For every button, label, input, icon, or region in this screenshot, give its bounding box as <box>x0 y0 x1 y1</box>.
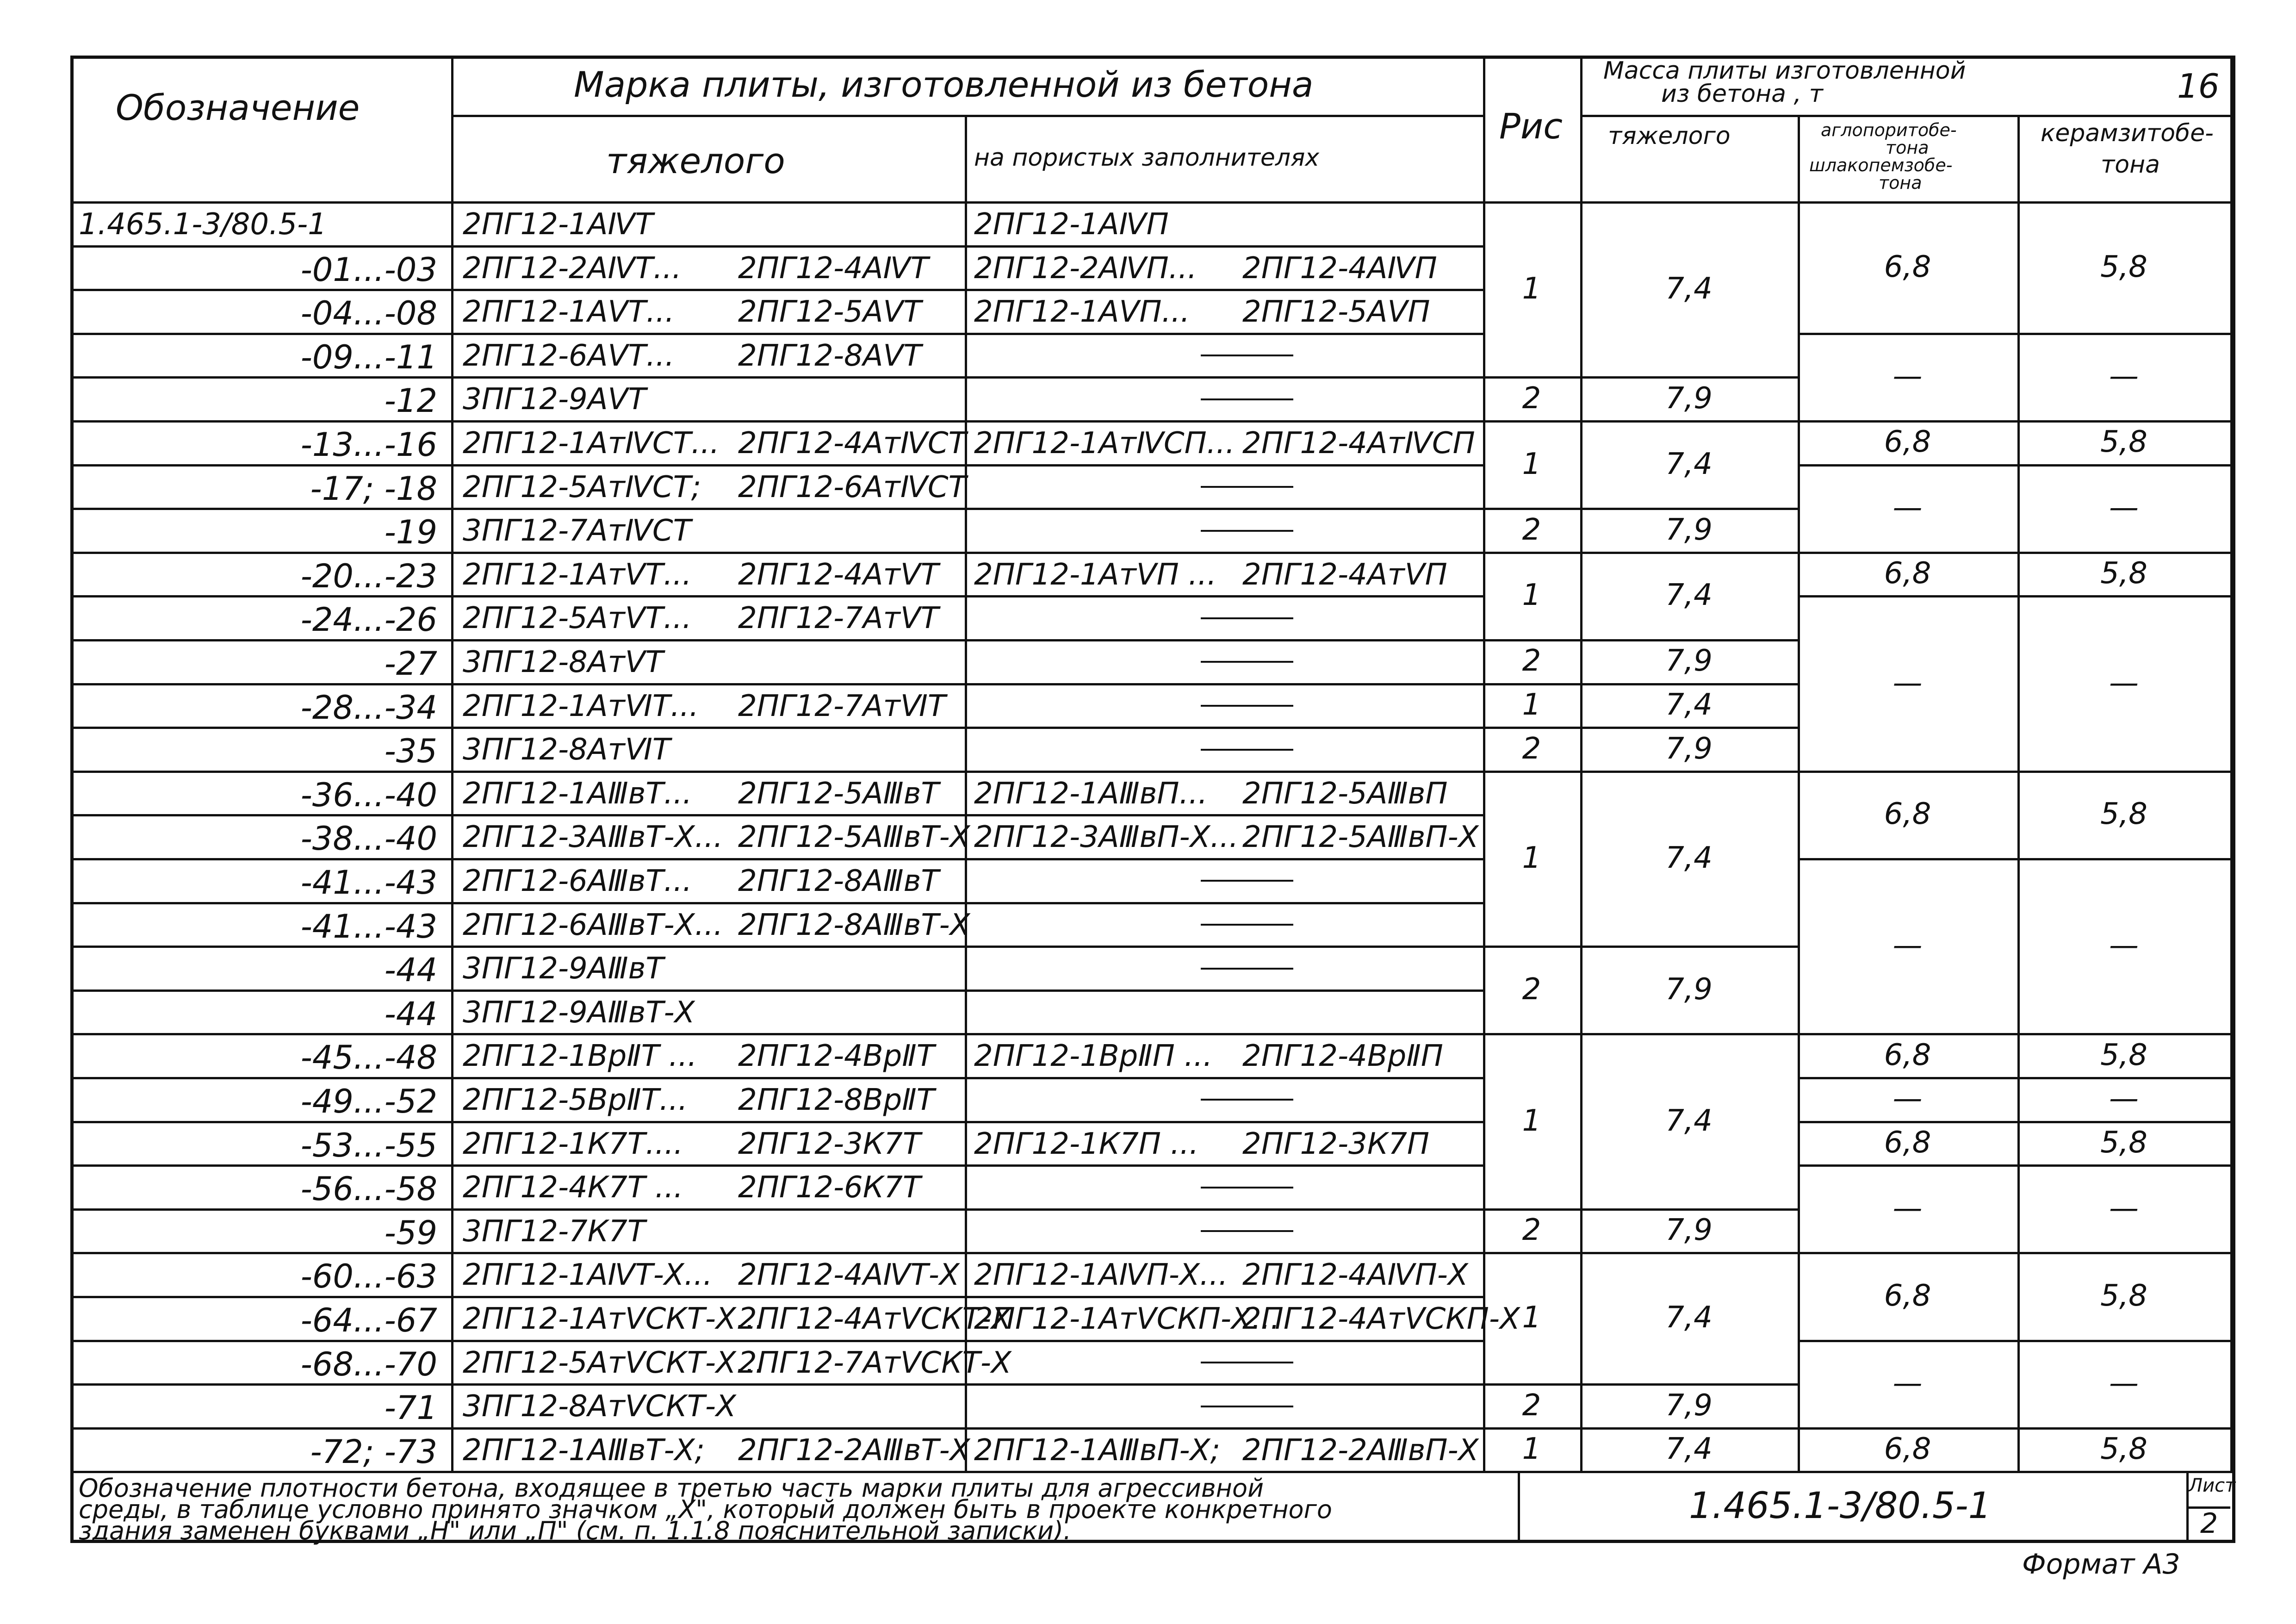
row-rule <box>70 902 1483 904</box>
note-line-3: здания заменен буквами „Н" или „П" (см. п. 1.1.8 пояснительной записки). <box>79 1516 1072 1545</box>
table-cell-heavy-b: 2ПГ12-6АтⅣСТ <box>738 470 967 504</box>
table-cell-code: -35 <box>384 732 437 771</box>
table-cell-fig: 1 <box>1522 841 1541 875</box>
table-cell-porous-dash <box>1201 968 1293 970</box>
table-cell-heavy-a: 3ПГ12-9АⅢвТ-Х <box>463 995 695 1030</box>
header-rule-mass <box>1580 115 2230 117</box>
table-cell-mass-agl: 6,8 <box>1884 1125 1931 1160</box>
col-divider-b <box>451 56 453 1471</box>
table-cell-mass-heavy: 7,9 <box>1665 731 1713 766</box>
table-cell-code: -17; -18 <box>310 469 437 508</box>
table-cell-heavy-a: 2ПГ12-6АⅢвТ... <box>463 864 692 898</box>
table-cell-code: -59 <box>384 1213 437 1252</box>
table-cell-porous-b: 2ПГ12-4АⅣП-Х <box>1242 1258 1468 1293</box>
group-rule <box>1483 1208 1798 1211</box>
table-cell-code: -68...-70 <box>300 1345 437 1383</box>
col-divider-f <box>1798 115 1800 1471</box>
table-cell-heavy-b: 2ПГ12-4АтⅤТ <box>738 557 939 592</box>
table-cell-heavy-b: 2ПГ12-5АⅤТ <box>738 295 922 330</box>
table-cell-fig: 2 <box>1522 381 1541 416</box>
table-cell-porous-a: 2ПГ12-1К7П ... <box>974 1126 1199 1161</box>
mass-rule <box>1798 1164 2230 1167</box>
table-cell-code: -41...-43 <box>300 864 437 902</box>
table-cell-code: -01...-03 <box>300 250 437 289</box>
table-cell-heavy-a: 2ПГ12-5ВрⅡТ... <box>463 1083 688 1117</box>
table-cell-code: -71 <box>384 1389 437 1427</box>
table-cell-heavy-b: 2ПГ12-7АтⅤСКТ-Х <box>738 1345 1011 1380</box>
row-rule <box>70 989 1483 992</box>
header-mass-heavy: тяжелого <box>1608 122 1731 150</box>
table-cell-heavy-a: 2ПГ12-6АⅢвТ-Х... <box>463 908 723 942</box>
table-cell-heavy-b: 2ПГ12-3К7Т <box>738 1126 921 1161</box>
row-rule <box>70 1296 1483 1298</box>
table-cell-mass-keram: 5,8 <box>2100 1279 2147 1313</box>
table-cell-heavy-b: 2ПГ12-8АⅢвТ <box>738 864 939 898</box>
table-cell-code: -49...-52 <box>300 1083 437 1120</box>
header-mass-group-1: Масса плиты изготовленной <box>1603 57 1966 85</box>
table-cell-fig: 2 <box>1522 972 1541 1007</box>
table-cell-code: -64...-67 <box>300 1301 437 1339</box>
table-cell-mass-agl: 6,8 <box>1884 1038 1931 1072</box>
table-cell-fig: 2 <box>1522 1388 1541 1423</box>
table-cell-heavy-b: 2ПГ12-5АⅢвТ-Х <box>738 820 970 855</box>
table-cell-porous-dash <box>1201 705 1293 707</box>
row-rule <box>70 639 1483 641</box>
table-cell-heavy-a: 3ПГ12-9АⅢвТ <box>463 952 664 986</box>
table-cell-heavy-b: 2ПГ12-6К7Т <box>738 1170 921 1205</box>
table-cell-heavy-b: 2ПГ12-8ВрⅡТ <box>738 1083 935 1117</box>
group-rule <box>1483 552 1798 554</box>
table-cell-code: -28...-34 <box>300 688 437 727</box>
table-cell-code: 1.465.1-3/80.5-1 <box>79 207 327 242</box>
table-cell-heavy-b: 2ПГ12-4АⅣТ-Х <box>738 1258 960 1293</box>
table-cell-mass-agl: — <box>1893 666 1923 700</box>
row-rule <box>70 946 1483 948</box>
table-cell-mass-heavy: 7,9 <box>1665 972 1713 1007</box>
table-cell-porous-b: 2ПГ12-5АⅤП <box>1242 295 1430 330</box>
table-cell-heavy-a: 2ПГ12-1АⅢвТ-Х; <box>463 1433 705 1468</box>
table-cell-heavy-a: 2ПГ12-4К7Т ... <box>463 1170 683 1205</box>
table-cell-mass-agl: — <box>1893 491 1923 525</box>
table-cell-heavy-b: 2ПГ12-4ВрⅡТ <box>738 1039 935 1074</box>
header-heavy: тяжелого <box>606 140 785 181</box>
table-cell-mass-keram: — <box>2109 1191 2139 1226</box>
table-cell-mass-agl: 6,8 <box>1884 1432 1931 1467</box>
row-rule <box>70 727 1483 729</box>
footer-divider <box>1518 1471 1520 1540</box>
group-rule <box>1483 1033 1798 1035</box>
table-cell-fig: 1 <box>1522 1432 1541 1467</box>
table-cell-mass-keram: 5,8 <box>2100 249 2147 284</box>
row-rule <box>70 771 1483 773</box>
table-cell-code: -19 <box>384 513 437 552</box>
row-rule <box>70 420 1483 423</box>
mass-rule <box>1798 1427 2230 1430</box>
table-cell-code: -12 <box>384 382 437 420</box>
table-cell-porous-dash <box>1201 1230 1293 1232</box>
table-cell-heavy-b: 2ПГ12-8АⅢвТ-Х <box>738 908 970 942</box>
table-cell-mass-heavy: 7,4 <box>1665 1432 1713 1467</box>
table-cell-fig: 1 <box>1522 578 1541 613</box>
table-cell-porous-a: 2ПГ12-1ВрⅡП ... <box>974 1039 1213 1074</box>
table-cell-porous-dash <box>1201 924 1293 926</box>
table-cell-porous-dash <box>1201 749 1293 751</box>
table-cell-fig: 2 <box>1522 512 1541 547</box>
table-cell-mass-heavy: 7,4 <box>1665 272 1713 306</box>
table-cell-porous-a: 2ПГ12-2АⅣП... <box>974 251 1197 286</box>
table-cell-code: -53...-55 <box>300 1126 437 1164</box>
header-mass-keram-2: тона <box>2101 151 2160 179</box>
table-cell-heavy-b: 2ПГ12-7АтⅥТ <box>738 689 946 723</box>
table-cell-mass-agl: 6,8 <box>1884 556 1931 591</box>
table-cell-heavy-a: 3ПГ12-7К7Т <box>463 1214 645 1249</box>
table-cell-heavy-b: 2ПГ12-2АⅢвТ-Х <box>738 1433 970 1468</box>
table-cell-code: -04...-08 <box>300 294 437 333</box>
table-cell-porous-a: 2ПГ12-1АⅤП... <box>974 295 1190 330</box>
table-cell-mass-keram: — <box>2109 359 2139 394</box>
table-cell-heavy-a: 2ПГ12-1АтⅥТ... <box>463 689 699 723</box>
table-cell-mass-keram: — <box>2109 666 2139 700</box>
table-cell-porous-dash <box>1201 880 1293 882</box>
table-cell-porous-dash <box>1201 661 1293 663</box>
row-rule <box>70 1033 1483 1035</box>
row-rule <box>70 376 1483 379</box>
table-cell-fig: 1 <box>1522 447 1541 481</box>
table-cell-mass-agl: — <box>1893 359 1923 394</box>
row-rule <box>70 595 1483 597</box>
table-cell-heavy-a: 2ПГ12-2АⅣТ... <box>463 251 682 286</box>
table-cell-heavy-b: 2ПГ12-4АтⅤСКТ-Х <box>738 1302 1011 1336</box>
header-rule-bottom <box>70 201 2230 204</box>
table-cell-mass-keram: 5,8 <box>2100 797 2147 832</box>
table-cell-heavy-b: 2ПГ12-4АⅣТ <box>738 251 929 286</box>
table-cell-porous-b: 2ПГ12-2АⅢвП-Х <box>1242 1433 1479 1468</box>
table-cell-fig: 1 <box>1522 272 1541 306</box>
mass-rule <box>1798 1340 2230 1342</box>
col-divider-c <box>965 115 967 1471</box>
table-cell-mass-agl: 6,8 <box>1884 249 1931 284</box>
col-divider-h <box>2230 56 2233 1471</box>
header-rule-mid <box>451 115 1483 117</box>
table-cell-heavy-a: 2ПГ12-1ВрⅡТ ... <box>463 1039 697 1074</box>
group-rule <box>1483 1427 1798 1430</box>
group-rule <box>1483 946 1798 948</box>
table-cell-porous-b: 2ПГ12-5АⅢвП <box>1242 776 1448 811</box>
table-cell-porous-b: 2ПГ12-4АⅣП <box>1242 251 1437 286</box>
table-cell-porous-b: 2ПГ12-4ВрⅡП <box>1242 1039 1443 1074</box>
table-cell-heavy-b: 2ПГ12-7АтⅤТ <box>738 601 939 636</box>
row-rule <box>70 289 1483 291</box>
sheet-designation: 1.465.1-3/80.5-1 <box>1689 1485 1992 1527</box>
mass-rule <box>1798 420 2230 423</box>
table-cell-heavy-b: 2ПГ12-4АтⅣСТ <box>738 426 967 460</box>
table-cell-mass-heavy: 7,4 <box>1665 1103 1713 1138</box>
table-cell-code: -60...-63 <box>300 1257 437 1296</box>
footer-top-rule <box>70 1471 2232 1473</box>
table-cell-porous-dash <box>1201 617 1293 619</box>
table-cell-mass-keram: — <box>2109 928 2139 963</box>
table-cell-porous-b: 2ПГ12-4АтⅤСКП-Х <box>1242 1302 1520 1336</box>
mass-rule <box>1798 1033 2230 1035</box>
table-cell-mass-keram: 5,8 <box>2100 556 2147 591</box>
table-cell-heavy-a: 2ПГ12-1АⅣТ <box>463 207 653 242</box>
table-cell-porous-b: 2ПГ12-3К7П <box>1242 1126 1430 1161</box>
table-cell-porous-a: 2ПГ12-1АⅢвП... <box>974 776 1208 811</box>
table-cell-porous-a: 2ПГ12-1АⅢвП-Х; <box>974 1433 1220 1468</box>
row-rule <box>70 814 1483 816</box>
header-mark-group: Марка плиты, изготовленной из бетона <box>574 64 1314 105</box>
group-rule <box>1483 1383 1798 1386</box>
table-cell-heavy-a: 2ПГ12-1К7Т.... <box>463 1126 683 1161</box>
table-cell-code: -56...-58 <box>300 1170 437 1208</box>
table-cell-heavy-a: 2ПГ12-5АтⅣСТ; <box>463 470 701 504</box>
table-cell-mass-keram: 5,8 <box>2100 425 2147 460</box>
row-rule <box>70 552 1483 554</box>
table-cell-porous-dash <box>1201 1362 1293 1363</box>
table-cell-code: -36...-40 <box>300 776 437 814</box>
table-cell-mass-agl: — <box>1893 1191 1923 1226</box>
header-mass-agl-2: тона <box>1886 137 1929 158</box>
table-cell-porous-dash <box>1201 1187 1293 1188</box>
table-cell-mass-heavy: 7,9 <box>1665 381 1713 416</box>
sheet-label: Лист <box>2189 1475 2236 1496</box>
table-cell-mass-heavy: 7,4 <box>1665 447 1713 481</box>
row-rule <box>70 858 1483 860</box>
table-cell-fig: 2 <box>1522 731 1541 766</box>
table-cell-code: -09...-11 <box>300 338 437 376</box>
row-rule <box>70 1427 1483 1430</box>
row-rule <box>70 464 1483 467</box>
table-cell-mass-heavy: 7,4 <box>1665 578 1713 613</box>
table-cell-porous-a: 2ПГ12-1АтⅤП ... <box>974 557 1217 592</box>
row-rule <box>70 683 1483 685</box>
table-cell-heavy-a: 2ПГ12-1АтⅣСТ... <box>463 426 720 460</box>
mass-rule <box>1798 1252 2230 1254</box>
mass-rule <box>1798 1121 2230 1123</box>
table-cell-heavy-a: 3ПГ12-8АтⅥТ <box>463 733 670 767</box>
group-rule <box>1483 771 1798 773</box>
table-cell-code: -38...-40 <box>300 820 437 858</box>
table-cell-mass-heavy: 7,9 <box>1665 1388 1713 1423</box>
table-cell-fig: 1 <box>1522 687 1541 722</box>
row-rule <box>70 1383 1483 1386</box>
table-cell-heavy-a: 3ПГ12-7АтⅣСТ <box>463 514 691 548</box>
table-cell-heavy-b: 2ПГ12-8АⅤТ <box>738 338 922 373</box>
table-cell-mass-heavy: 7,9 <box>1665 644 1713 678</box>
mass-rule <box>1798 552 2230 554</box>
table-cell-heavy-a: 3ПГ12-9АⅤТ <box>463 382 646 417</box>
table-cell-code: -24...-26 <box>300 601 437 639</box>
page-number: 16 <box>2177 67 2220 106</box>
group-rule <box>1483 727 1798 729</box>
table-cell-mass-agl: — <box>1893 1366 1923 1401</box>
table-cell-code: -20...-23 <box>300 557 437 595</box>
mass-rule <box>1798 333 2230 335</box>
table-cell-code: -45...-48 <box>300 1039 437 1077</box>
table-cell-fig: 1 <box>1522 1103 1541 1138</box>
table-cell-mass-heavy: 7,4 <box>1665 1300 1713 1335</box>
table-cell-code: -13...-16 <box>300 426 437 464</box>
table-cell-porous-dash <box>1201 398 1293 400</box>
table-cell-heavy-a: 2ПГ12-3АⅢвТ-Х... <box>463 820 723 855</box>
table-cell-porous-a: 2ПГ12-1АтⅤСКП-Х... <box>974 1302 1280 1336</box>
row-rule <box>70 508 1483 510</box>
table-cell-mass-agl: — <box>1893 1082 1923 1116</box>
table-cell-code: -72; -73 <box>310 1432 437 1471</box>
note-line-2: среды, в таблице условно принято значком „Х", который должен быть в проекте конкретного <box>79 1495 1332 1524</box>
table-cell-heavy-a: 2ПГ12-6АⅤТ... <box>463 338 675 373</box>
group-rule <box>1483 508 1798 510</box>
row-rule <box>70 1208 1483 1211</box>
group-rule <box>1483 639 1798 641</box>
row-rule <box>70 1164 1483 1167</box>
table-cell-mass-keram: — <box>2109 1082 2139 1116</box>
table-cell-porous-dash <box>1201 1099 1293 1101</box>
table-cell-mass-keram: 5,8 <box>2100 1432 2147 1467</box>
table-cell-heavy-a: 3ПГ12-8АтⅤТ <box>463 645 664 679</box>
group-rule <box>1483 683 1798 685</box>
table-cell-code: -44 <box>384 995 437 1033</box>
table-cell-heavy-a: 2ПГ12-1АтⅤСКТ-Х... <box>463 1302 764 1336</box>
group-rule <box>1483 420 1798 423</box>
table-cell-heavy-a: 3ПГ12-8АтⅤСКТ-Х <box>463 1389 736 1424</box>
table-cell-heavy-a: 2ПГ12-5АтⅤСКТ-Х... <box>463 1345 764 1380</box>
table-cell-mass-heavy: 7,4 <box>1665 687 1713 722</box>
row-rule <box>70 1077 1483 1079</box>
table-cell-code: -44 <box>384 951 437 989</box>
table-cell-porous-b: 2ПГ12-5АⅢвП-Х <box>1242 820 1479 855</box>
table-cell-heavy-a: 2ПГ12-5АтⅤТ... <box>463 601 692 636</box>
table-cell-porous-dash <box>1201 1406 1293 1407</box>
table-cell-mass-heavy: 7,9 <box>1665 512 1713 547</box>
header-fig: Рис <box>1499 106 1563 147</box>
table-cell-fig: 1 <box>1522 1300 1541 1335</box>
header-mass-agl-3: шлакопемзобе- <box>1809 155 1953 175</box>
col-divider-g <box>2017 115 2020 1471</box>
table-cell-porous-a: 2ПГ12-1АⅣП-Х... <box>974 1258 1228 1293</box>
header-mass-agl-1: аглопоритобе- <box>1821 120 1957 140</box>
mass-rule <box>1798 595 2230 597</box>
table-cell-mass-agl: 6,8 <box>1884 1279 1931 1313</box>
table-cell-mass-agl: 6,8 <box>1884 425 1931 460</box>
header-mass-keram-1: керамзитобе- <box>2041 119 2214 147</box>
table-cell-heavy-a: 2ПГ12-1АⅣТ-Х... <box>463 1258 713 1293</box>
mass-rule <box>1798 1077 2230 1079</box>
table-cell-mass-agl: 6,8 <box>1884 797 1931 832</box>
mass-rule <box>1798 771 2230 773</box>
group-rule <box>1483 1252 1798 1254</box>
table-cell-mass-agl: — <box>1893 928 1923 963</box>
table-cell-mass-keram: 5,8 <box>2100 1125 2147 1160</box>
table-cell-porous-b: 2ПГ12-4АтⅤП <box>1242 557 1447 592</box>
table-cell-heavy-a: 2ПГ12-1АⅢвТ... <box>463 776 692 811</box>
row-rule <box>70 333 1483 335</box>
row-rule <box>70 1121 1483 1123</box>
table-cell-mass-heavy: 7,4 <box>1665 841 1713 875</box>
mass-rule <box>1798 464 2230 467</box>
table-cell-porous-a: 2ПГ12-1АтⅣСП... <box>974 426 1235 460</box>
group-rule <box>1483 376 1798 379</box>
table-cell-code: -41...-43 <box>300 907 437 946</box>
table-cell-mass-keram: — <box>2109 1366 2139 1401</box>
header-mass-group-2: из бетона , т <box>1661 80 1823 108</box>
table-cell-heavy-a: 2ПГ12-1АтⅤТ... <box>463 557 692 592</box>
table-cell-porous-b: 2ПГ12-4АтⅣСП <box>1242 426 1475 460</box>
table-cell-code: -27 <box>384 645 437 683</box>
table-cell-porous-dash <box>1201 355 1293 356</box>
header-designation: Обозначение <box>116 87 360 128</box>
row-rule <box>70 1252 1483 1254</box>
table-cell-porous-a: 2ПГ12-3АⅢвП-Х... <box>974 820 1239 855</box>
row-rule <box>70 1340 1483 1342</box>
note-line-1: Обозначение плотности бетона, входящее в третью часть марки плиты для агрессивной <box>79 1474 1264 1503</box>
table-cell-heavy-a: 2ПГ12-1АⅤТ... <box>463 295 675 330</box>
mass-rule <box>1798 858 2230 860</box>
table-cell-porous-a: 2ПГ12-1АⅣП <box>974 207 1169 242</box>
table-cell-heavy-b: 2ПГ12-5АⅢвТ <box>738 776 939 811</box>
table-cell-fig: 2 <box>1522 644 1541 678</box>
table-cell-mass-keram: 5,8 <box>2100 1038 2147 1072</box>
table-cell-fig: 2 <box>1522 1213 1541 1248</box>
table-cell-porous-dash <box>1201 530 1293 532</box>
row-rule <box>70 245 1483 248</box>
sheet-format: Формат А3 <box>2022 1548 2180 1580</box>
table-cell-mass-heavy: 7,9 <box>1665 1213 1713 1248</box>
sheet-number: 2 <box>2200 1507 2218 1540</box>
header-porous: на пористых заполнителях <box>974 144 1320 172</box>
table-cell-porous-dash <box>1201 486 1293 488</box>
table-cell-mass-keram: — <box>2109 491 2139 525</box>
header-mass-agl-4: тона <box>1879 173 1922 193</box>
